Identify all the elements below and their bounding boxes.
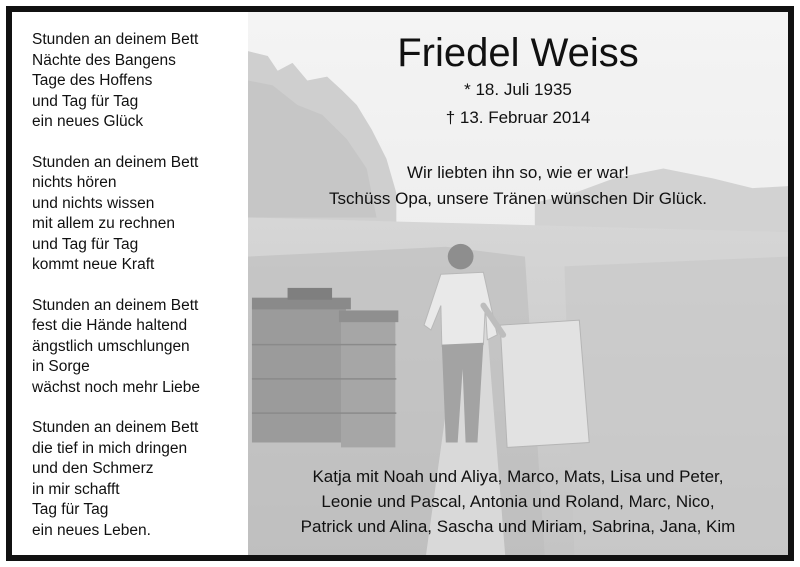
poem-line: kommt neue Kraft bbox=[32, 256, 155, 273]
deceased-name: Friedel Weiss bbox=[397, 31, 639, 75]
mourners-line: Katja mit Noah und Aliya, Marco, Mats, Lisa und Peter, bbox=[312, 467, 724, 486]
mourners-line: Leonie und Pascal, Antonia und Roland, Marc, Nico, bbox=[321, 492, 715, 511]
poem-line: Stunden an deinem Bett bbox=[32, 153, 199, 171]
poem-stanza-2 bbox=[32, 153, 252, 276]
poem-line: in mir schafft bbox=[32, 480, 120, 498]
poem-line: und Tag für Tag bbox=[32, 235, 139, 253]
poem-stanza-4 bbox=[32, 418, 252, 541]
birth-date: * 18. Juli 1935 bbox=[464, 80, 572, 99]
poem-line: Stunden an deinem Bett bbox=[32, 419, 199, 436]
mourners-list bbox=[248, 464, 788, 539]
poem-stanza-3 bbox=[32, 296, 252, 399]
notice-border bbox=[6, 6, 794, 561]
quote-line: Wir liebten ihn so, wie er war! bbox=[406, 163, 630, 182]
poem bbox=[32, 30, 252, 555]
notice-header bbox=[248, 30, 788, 132]
poem-line: nichts hören bbox=[32, 174, 117, 191]
poem-line: ein neues Leben. bbox=[32, 521, 151, 539]
poem-line: ängstlich umschlungen bbox=[32, 337, 190, 355]
poem-stanza-1 bbox=[32, 30, 252, 133]
notice-body bbox=[12, 12, 788, 555]
poem-line: mit allem zu rechnen bbox=[32, 215, 176, 232]
poem-line: Stunden an deinem Bett bbox=[32, 296, 199, 314]
quote-line: Tschüss Opa, unsere Tränen wünschen Dir Glück. bbox=[329, 189, 707, 208]
poem-line: die tief in mich dringen bbox=[32, 439, 188, 457]
poem-line: in Sorge bbox=[32, 358, 90, 375]
mourners-line: Patrick und Alina, Sascha und Miriam, Sabrina, Jana, Kim bbox=[300, 517, 736, 536]
poem-line: und nichts wissen bbox=[32, 194, 155, 212]
poem-line: fest die Hände haltend bbox=[32, 317, 188, 334]
poem-line: Tag für Tag bbox=[32, 501, 109, 518]
poem-line: wächst noch mehr Liebe bbox=[32, 378, 201, 396]
poem-line: Tage des Hoffens bbox=[32, 72, 153, 89]
poem-line: ein neues Glück bbox=[32, 113, 144, 130]
poem-line: Stunden an deinem Bett bbox=[32, 31, 199, 48]
poem-line: und den Schmerz bbox=[32, 460, 154, 477]
farewell-quote bbox=[248, 160, 788, 212]
poem-line: und Tag für Tag bbox=[32, 92, 139, 110]
background-photo bbox=[248, 12, 788, 555]
poem-line: Nächte des Bangens bbox=[32, 51, 176, 69]
death-date: † 13. Februar 2014 bbox=[445, 108, 591, 127]
